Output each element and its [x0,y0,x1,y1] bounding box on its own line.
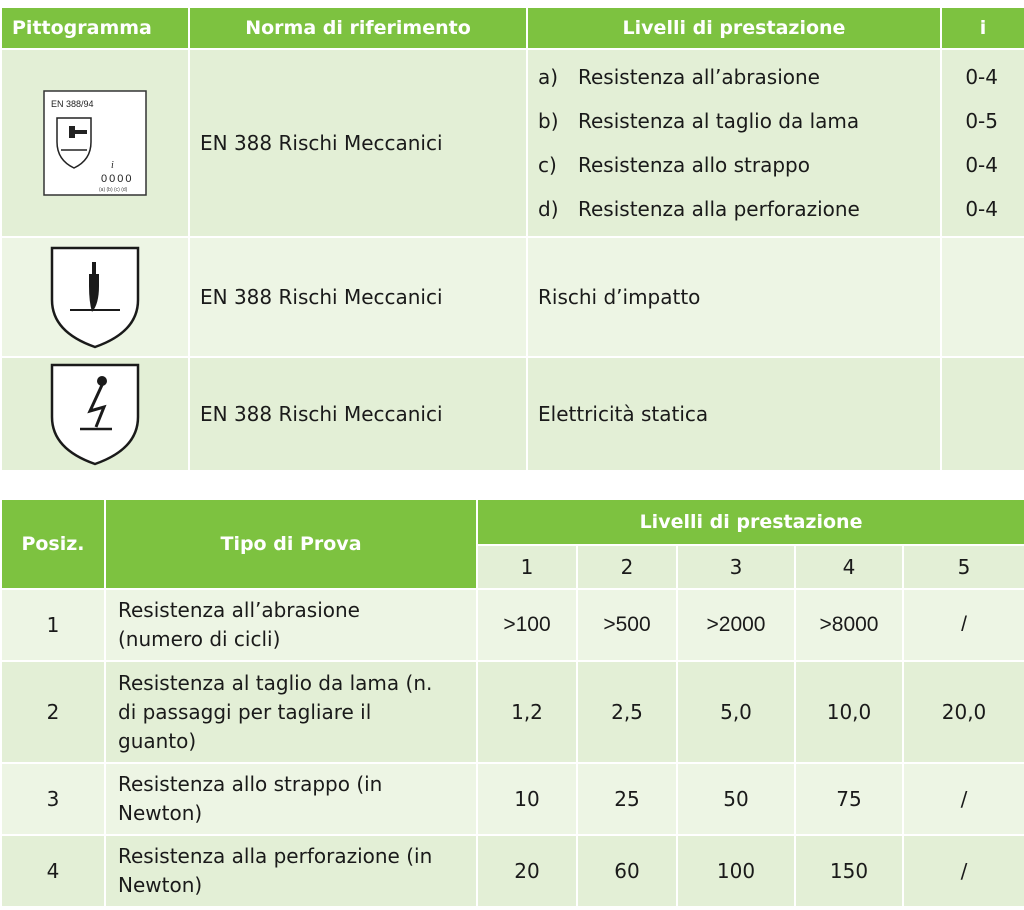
value-cell: 25 [577,763,677,835]
pos-cell: 4 [1,835,105,907]
value-cell: >2000 [677,589,795,661]
static-electricity-shield-icon [48,361,142,467]
level-number: 4 [795,545,903,589]
norma-cell: EN 388 Rischi Meccanici [189,237,527,357]
pos-cell: 2 [1,661,105,763]
table-row [1,237,1024,357]
livelli-cell: Elettricità statica [527,357,941,471]
performance-levels-table [0,498,1024,908]
picto-i-mark: i [111,160,114,171]
tipo-cell: Resistenza al taglio da lama (n. di passaggi per tagliare il guanto) [105,661,477,763]
picto-code: 0000 [101,173,134,185]
livelli-cell: Rischi d’impatto [527,237,941,357]
value-cell: 2,5 [577,661,677,763]
header-i: i [941,7,1024,49]
value-cell: 50 [677,763,795,835]
value-cell: >8000 [795,589,903,661]
value-cell: / [903,589,1024,661]
pos-cell: 3 [1,763,105,835]
picto-cell [1,49,189,237]
table-row [1,835,1024,907]
value-cell: >500 [577,589,677,661]
value-cell: >100 [477,589,577,661]
pictogram-table-header [1,7,1024,49]
norma-cell: EN 388 Rischi Meccanici [189,357,527,471]
range-value: 0-5 [965,109,998,133]
picto-cell [1,237,189,357]
value-cell: 100 [677,835,795,907]
table-row [1,661,1024,763]
value-cell: 10 [477,763,577,835]
value-cell: / [903,835,1024,907]
range-cell-empty [941,357,1024,471]
livello-item: b) Resistenza al taglio da lama [538,109,860,133]
value-cell: 5,0 [677,661,795,763]
level-number: 5 [903,545,1024,589]
range-cell [941,49,1024,237]
norma-cell: EN 388 Rischi Meccanici [189,49,527,237]
range-value: 0-4 [965,197,998,221]
table-row [1,763,1024,835]
table-row [1,49,1024,237]
table-row [1,357,1024,471]
header-pittogramma: Pittogramma [1,7,189,49]
range-value: 0-4 [965,153,998,177]
livello-item: c) Resistenza allo strappo [538,153,810,177]
value-cell: 20 [477,835,577,907]
value-cell: 150 [795,835,903,907]
cut-impact-shield-icon [48,244,142,350]
picto-cell [1,357,189,471]
level-number: 2 [577,545,677,589]
tipo-cell: Resistenza alla perforazione (in Newton) [105,835,477,907]
header-livelli: Livelli di prestazione [527,7,941,49]
value-cell: 1,2 [477,661,577,763]
value-cell: 75 [795,763,903,835]
table-row [1,589,1024,661]
header-posiz: Posiz. [1,499,105,589]
range-cell-empty [941,237,1024,357]
value-cell: 20,0 [903,661,1024,763]
header-livelli: Livelli di prestazione [477,499,1024,545]
performance-table-header [1,499,1024,545]
en388-mechanical-risk-icon [43,90,147,196]
value-cell: / [903,763,1024,835]
tipo-cell: Resistenza allo strappo (in Newton) [105,763,477,835]
livello-item: d) Resistenza alla perforazione [538,197,860,221]
pos-cell: 1 [1,589,105,661]
value-cell: 60 [577,835,677,907]
level-number: 3 [677,545,795,589]
header-tipo: Tipo di Prova [105,499,477,589]
range-value: 0-4 [965,65,998,89]
header-norma: Norma di riferimento [189,7,527,49]
picto-label: EN 388/94 [51,99,94,109]
pictogram-table [0,6,1024,472]
livelli-cell [527,49,941,237]
livello-item: a) Resistenza all’abrasione [538,65,820,89]
picto-sub: (a) (b) (c) (d) [99,187,128,193]
value-cell: 10,0 [795,661,903,763]
level-number: 1 [477,545,577,589]
tipo-cell: Resistenza all’abrasione (numero di cicli) [105,589,477,661]
